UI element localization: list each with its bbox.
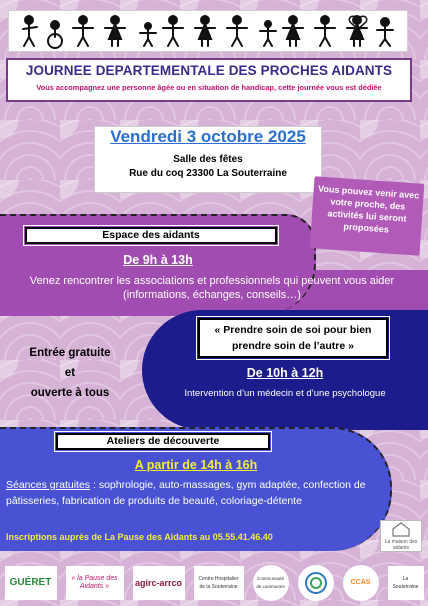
logo-centre-hospitalier: Centre Hospitalier de la Souterraine [194,566,244,600]
inscription-text: Inscriptions auprès de La Pause des Aidants au 05.55.41.46.40 [6,532,273,542]
date-box [94,126,322,193]
event-date: Vendredi 3 octobre 2025 [110,127,306,146]
section1-label: Espace des aidants [25,227,277,244]
section2-text: Intervention d’un médecin et d’une psychologue [184,388,386,399]
event-address: Rue du coq 23300 La Souterraine [129,168,287,179]
logo-communaute-communes: Communauté de communes [253,565,289,601]
page-title: JOURNEE DEPARTEMENTALE DES PROCHES AIDANTS [25,63,393,78]
header-banner [8,10,408,52]
house-icon [391,521,411,537]
side-note: Vous pouvez venir avec votre proche, des activités lui seront proposées [310,176,425,255]
logo-pause-aidants: « la Pause des Aidants » [66,566,124,600]
section3-text-intro: Séances gratuites [6,479,91,491]
entrance-line2: et [64,367,76,379]
section2-label: « Prendre soin de soi pour bien prendre soin de l’autre » [198,318,388,358]
section3-text [6,477,386,509]
section3-label: Ateliers de découverte [56,433,270,450]
page-subtitle: Vous accompagnez une personne âgée ou en situation de handicap, cette journée vous est dédiée [36,83,382,92]
family-figures-illustration [13,13,403,49]
circle-emblem-icon [304,571,328,595]
maison-aidants-logo [380,520,422,552]
free-entrance [10,343,130,403]
event-venue: Salle des fêtes [173,154,243,165]
title-box [6,58,412,102]
logo-circle [298,565,334,601]
section1-text: Venez rencontrer les associations et professionnels qui peuvent vous aider (informations, échanges, conseils…) [29,275,395,301]
logo-ccas: CCAS [343,565,379,601]
maison-logo-text: La maison des aidants [384,539,418,551]
section2-time: De 10h à 12h [246,366,324,380]
entrance-line1: Entrée gratuite [29,347,111,359]
partner-logos [0,560,428,606]
section1-time: De 9h à 13h [123,253,193,267]
logo-la-souterraine: La Souterraine [388,566,424,600]
logo-gueret: GUÉRET [5,566,57,600]
entrance-line3: ouverte à tous [30,387,110,399]
section3-time: A partir de 14h à 16h [134,458,258,472]
section3-text-body: : sophrologie, auto-massages, gym adaptée, confection de pâtisseries, fabrication de produits de beauté, coloriage-détente [6,479,366,507]
logo-agirc-arrco: agirc-arrco [133,566,185,600]
